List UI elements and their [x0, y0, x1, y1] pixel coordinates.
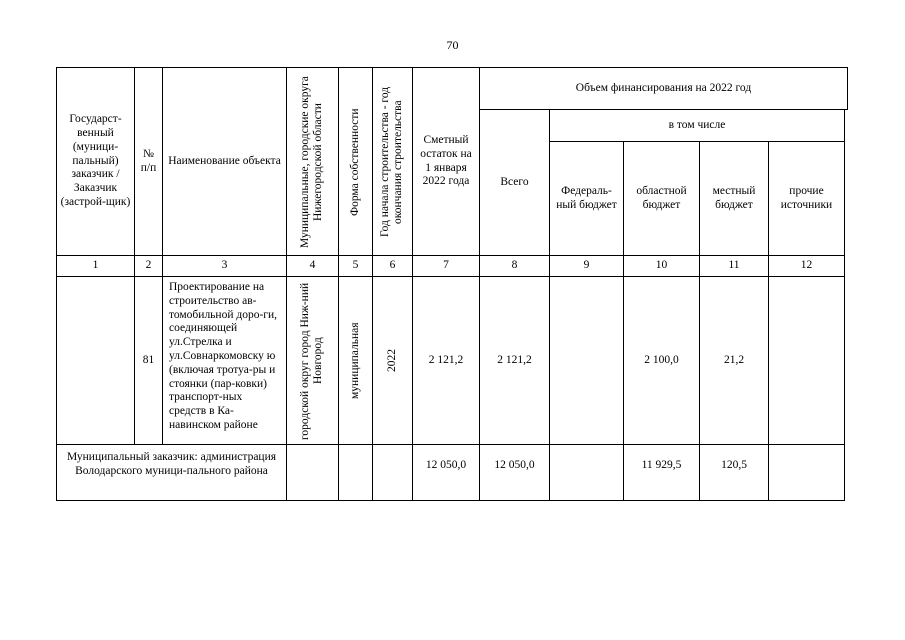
header-years-text: Год начала строительства - год окончания строительства	[379, 86, 405, 237]
cell-customer	[57, 277, 135, 445]
column-number: 11	[700, 256, 769, 277]
column-number: 8	[480, 256, 550, 277]
header-municipality-text: Муниципальные, городские округа Нижегородской области	[299, 75, 325, 248]
page-number: 70	[446, 38, 459, 52]
cell-federal	[550, 277, 624, 445]
financing-table	[56, 67, 848, 501]
cell-ownership	[339, 277, 373, 445]
header-municipality	[287, 68, 339, 256]
header-ownership	[339, 68, 373, 256]
column-number: 10	[624, 256, 700, 277]
column-number: 7	[413, 256, 480, 277]
header-including: в том числе	[550, 110, 845, 142]
table-row	[57, 277, 848, 445]
header-remaining: Сметный остаток на 1 января 2022 года	[413, 68, 480, 256]
header-years	[373, 68, 413, 256]
summary-regional: 11 929,5	[624, 445, 700, 501]
summary-local: 120,5	[700, 445, 769, 501]
column-number: 6	[373, 256, 413, 277]
header-financing: Объем финансирования на 2022 год	[480, 68, 848, 110]
cell-years	[373, 277, 413, 445]
cell-num: 81	[135, 277, 163, 445]
column-number: 1	[57, 256, 135, 277]
cell-remaining: 2 121,2	[413, 277, 480, 445]
summary-federal	[550, 445, 624, 501]
cell-total: 2 121,2	[480, 277, 550, 445]
column-number: 12	[769, 256, 845, 277]
cell-local: 21,2	[700, 277, 769, 445]
header-other: прочие источники	[769, 142, 845, 256]
column-number: 4	[287, 256, 339, 277]
header-num: № п/п	[135, 68, 163, 256]
header-customer: Государст-венный (муници-пальный) заказчик / Заказчик (застрой-щик)	[57, 68, 135, 256]
cell-years-text: 2022	[385, 349, 398, 372]
header-ownership-text: Форма собственности	[348, 107, 361, 216]
summary-row	[57, 445, 848, 501]
cell-object-name: Проектирование на строительство ав-томобильной доро-ги, соединяющей ул.Стрелка и ул.Совнаркомовску ю (включая тротуа-ры и стоянки (пар-ковки) транспорт-ных средств в Ка-навинском районе	[163, 277, 287, 445]
column-number: 5	[339, 256, 373, 277]
cell-other	[769, 277, 845, 445]
summary-empty	[339, 445, 373, 501]
cell-ownership-text: муниципальная	[348, 322, 361, 399]
header-local: местный бюджет	[700, 142, 769, 256]
cell-regional: 2 100,0	[624, 277, 700, 445]
column-number: 3	[163, 256, 287, 277]
header-regional: областной бюджет	[624, 142, 700, 256]
summary-total: 12 050,0	[480, 445, 550, 501]
column-number-row	[57, 256, 848, 277]
header-object-name: Наименование объекта	[163, 68, 287, 256]
summary-other	[769, 445, 845, 501]
column-number: 2	[135, 256, 163, 277]
summary-empty	[287, 445, 339, 501]
summary-empty	[373, 445, 413, 501]
cell-municipality-text: городской округ город Ниж-ний Новгород	[299, 281, 325, 440]
column-number: 9	[550, 256, 624, 277]
summary-label: Муниципальный заказчик: администрация Володарского муници-пального района	[57, 445, 287, 501]
header-total: Всего	[480, 110, 550, 256]
header-federal: Федераль-ный бюджет	[550, 142, 624, 256]
summary-remaining: 12 050,0	[413, 445, 480, 501]
cell-municipality	[287, 277, 339, 445]
